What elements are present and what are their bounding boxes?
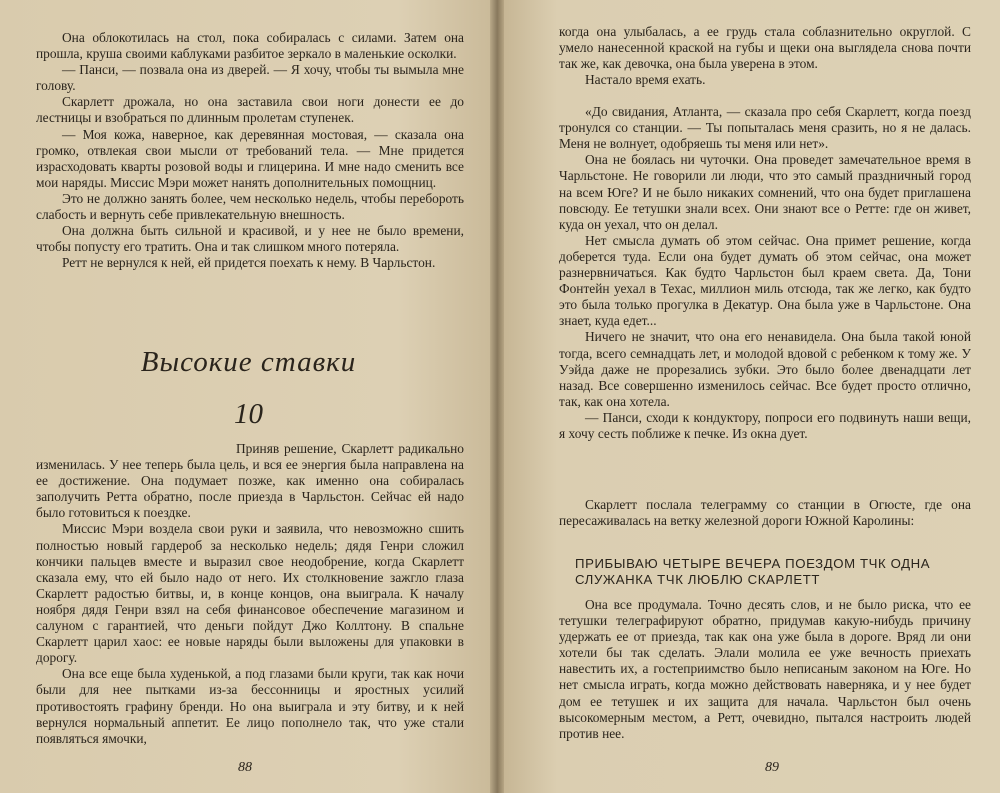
paragraph: «До свидания, Атланта, — сказала про себя Скарлетт, когда поезд тронулся со станции. — Ты попыталась меня сразить, но я не далась. Меня не волнует, одобряешь ты меня или нет». <box>559 104 971 152</box>
paragraph: Она не боялась ни чуточки. Она проведет замечательное время в Чарльстоне. Не говорили ли люди, что это самый праздничный город на всем Юге? И не было никаких сомнений, что она будет приглашена повсюду. Ее тетушки знали всех. Они знают все о Ретте: где он живет, куда он уехал, что он делал. <box>559 152 971 232</box>
chapter-number: 10 <box>234 398 263 430</box>
book-gutter <box>490 0 504 793</box>
paragraph: — Панси, — позвала она из дверей. — Я хочу, чтобы ты вымыла мне голову. <box>36 62 464 94</box>
page-number-left: 88 <box>238 760 252 775</box>
left-page <box>0 0 497 793</box>
paragraph: Она должна быть сильной и красивой, и у нее не было времени, чтобы попусту его тратить. Она и так слишком много потеряла. <box>36 223 464 255</box>
paragraph: Настало время ехать. <box>585 72 706 87</box>
paragraph: Она все продумала. Точно десять слов, и не было риска, что ее тетушки телеграфируют обратно, придумав какую-нибудь причину удержать ее от приезда, так как она уже была в дороге. Вряд ли они хотели бы так сделать. Элали молила ее уже вечность приехать навестить их, а гостеприимство было неписаным законом на Юге. Но нет смысла играть, когда можно действовать наверняка, и у нее будет дом ее тетушек и их защита для начала. Чарльстон был очень высокомерным местом, а Ретт, очевидно, пытался настроить людей против нее. <box>559 597 971 741</box>
paragraph: Ничего не значит, что она его ненавидела. Она была такой юной тогда, всего семнадцать лет, и молодой вдовой с ребенком к тому же. У Уэйда даже не прорезались зубки. Это было более двенадцати лет назад. Все совершенно изменилось сейчас. Все будет просто отлично, так, как она хотела. <box>559 329 971 409</box>
right-page-opening-text <box>559 24 971 72</box>
page-number-right: 89 <box>765 760 779 775</box>
right-page-middle-text <box>559 72 971 442</box>
paragraph: Приняв решение, Скарлетт радикально изменилась. У нее теперь была цель, и вся ее энергия была направлена на ее достижение. Она подумает позже, как именно она собиралась заполучить Ретта обратно, после приезда в Чарльстон. Сейчас ей надо было готовиться к поездке. <box>36 441 464 521</box>
paragraph: Она облокотилась на стол, пока собиралась с силами. Затем она прошла, круша своими каблуками разбитое зеркало в маленькие осколки. <box>36 30 464 62</box>
right-page <box>497 0 1000 793</box>
paragraph-continuation: когда она улыбалась, а ее грудь стала соблазнительно округлой. С умело нанесенной краской на губы и щеки она выглядела снова почти так же, как девочка, она была уверена в этом. <box>559 24 971 72</box>
final-text <box>559 597 971 742</box>
paragraph: — Панси, сходи к кондуктору, попроси его подвинуть наши вещи, я хочу сесть поближе к печке. Из окна дует. <box>559 409 971 441</box>
paragraph: Это не должно занять более, чем несколько недель, чтобы перебороть слабость и вернуть себе привлекательную внешность. <box>36 190 464 223</box>
paragraph: — Моя кожа, наверное, как деревянная мостовая, — сказала она громко, отвлекая свои мысли от требований тела. — Мне придется израсходовать кварты розовой воды и глицерина. И мне надо сменить все мои наряды. Миссис Мэри может нанять дополнительных помощниц. <box>36 126 464 190</box>
paragraph: Миссис Мэри воздела свои руки и заявила, что невозможно сшить полностью новый гардероб за несколько недель; дядя Генри сложил кончики пальцев вместе и выразил свое неодобрение, когда Скарлетт сказала ему, что ей было надо от него. Их столкновение зажгло глаза Скарлетт радостью битвы, и, в конце концов, она выиграла. К началу ноября дядя Генри взял на себя финансовое обеспечение магазином и салуном с гарантией, что деньги пойдут Джо Коллтону. В спальне Скарлетт царил хаос: ее новые наряды были выложены для упаковки в дорогу. <box>36 521 464 666</box>
paragraph: Она все еще была худенькой, а под глазами были круги, так как ночи были для нее пытками из-за бессонницы и яростных усилий противостоять графину бренди. Но она выиграла и эту битву, и к ней вернулся нормальный аппетит. Ее лицо пополнело так, что уже стали появляться ямочки, <box>36 666 464 746</box>
left-page-opening-text <box>36 30 464 271</box>
chapter-title: Высокие ставки <box>140 346 357 378</box>
paragraph: Ретт не вернулся к ней, ей придется поехать к нему. В Чарльстон. <box>62 255 436 271</box>
telegram-text: ПРИБЫВАЮ ЧЕТЫРЕ ВЕЧЕРА ПОЕЗДОМ ТЧК ОДНА СЛУЖАНКА ТЧК ЛЮБЛЮ СКАРЛЕТТ <box>575 556 931 587</box>
paragraph: Нет смысла думать об этом сейчас. Она примет решение, когда доберется туда. Если она будет думать об этом сейчас, она может разнервничаться. Как будто Чарльстон был краем света. Да, Тони Фонтейн уехал в Техас, миллион миль отсюда, так же легко, как будто это была только прогулка в Декатур. Она была уже в Чарльстоне. Она знает, куда едет... <box>559 232 971 329</box>
telegram-intro-text <box>559 497 971 529</box>
chapter-text <box>36 441 464 747</box>
paragraph: Скарлетт дрожала, но она заставила свои ноги донести ее до лестницы и взобраться по длинным пролетам ступенек. <box>36 94 464 126</box>
paragraph: Скарлетт послала телеграмму со станции в Огюсте, где она пересаживалась на ветку железной дороги Южной Каролины: <box>559 497 971 529</box>
